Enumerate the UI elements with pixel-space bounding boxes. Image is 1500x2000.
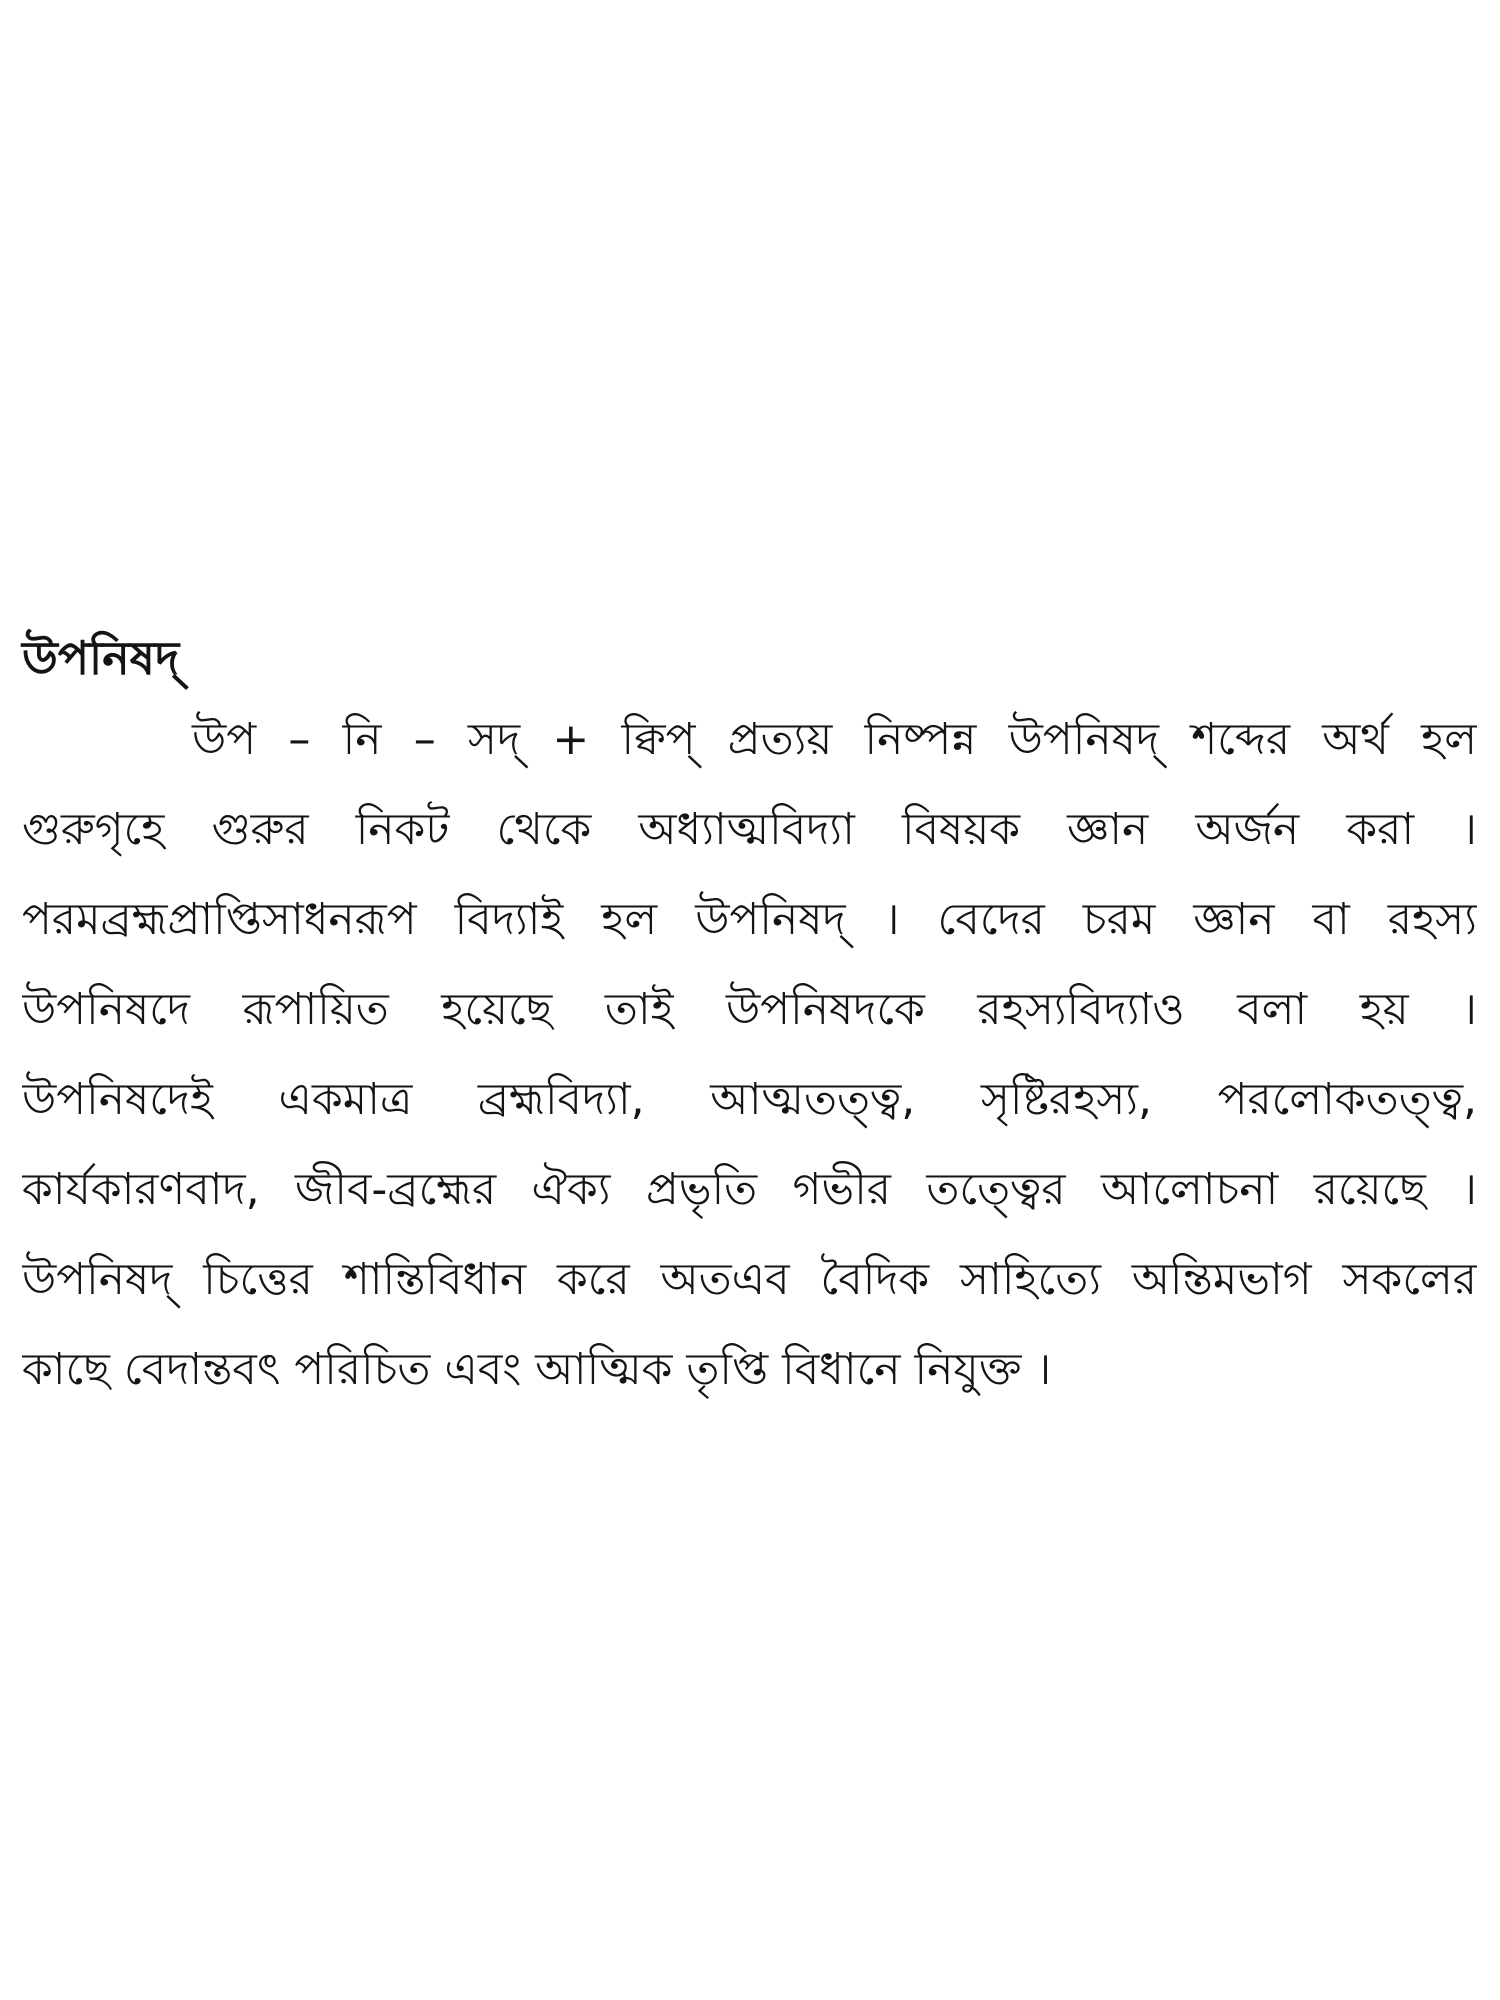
paragraph-line: কার্যকারণবাদ, জীব-ব্রহ্মের ঐক্য প্রভৃতি গভীর তত্ত্বের আলোচনা রয়েছে । (22, 1164, 1477, 1215)
paragraph-line: পরমব্রহ্মপ্রাপ্তিসাধনরূপ বিদ্যাই হল উপনিষদ্ । বেদের চরম জ্ঞান বা রহস্য (22, 894, 1477, 945)
paragraph-line: কাছে বেদান্তবৎ পরিচিত এবং আত্মিক তৃপ্তি বিধানে নিযুক্ত । (22, 1344, 1052, 1395)
paragraph-line: উপনিষদ্ চিত্তের শান্তিবিধান করে অতএব বৈদিক সাহিত্যে অন্তিমভাগ সকলের (22, 1254, 1477, 1305)
paragraph-line: উপনিষদেই একমাত্র ব্রহ্মবিদ্যা, আত্মতত্ত্ব, সৃষ্টিরহস্য, পরলোকতত্ত্ব, (22, 1074, 1477, 1125)
paragraph-line: উপনিষদে রূপায়িত হয়েছে তাই উপনিষদকে রহস্যবিদ্যাও বলা হয় । (22, 984, 1477, 1035)
section-heading: উপনিষদ্ (22, 631, 180, 685)
body-paragraph (22, 695, 1477, 1415)
paragraph-line: গুরুগৃহে গুরুর নিকট থেকে অধ্যাত্মবিদ্যা বিষয়ক জ্ঞান অর্জন করা । (22, 804, 1477, 855)
paragraph-line: উপ – নি – সদ্ + ক্বিপ্ প্রত্যয় নিষ্পন্ন উপনিষদ্ শব্দের অর্থ হল (192, 714, 1477, 765)
